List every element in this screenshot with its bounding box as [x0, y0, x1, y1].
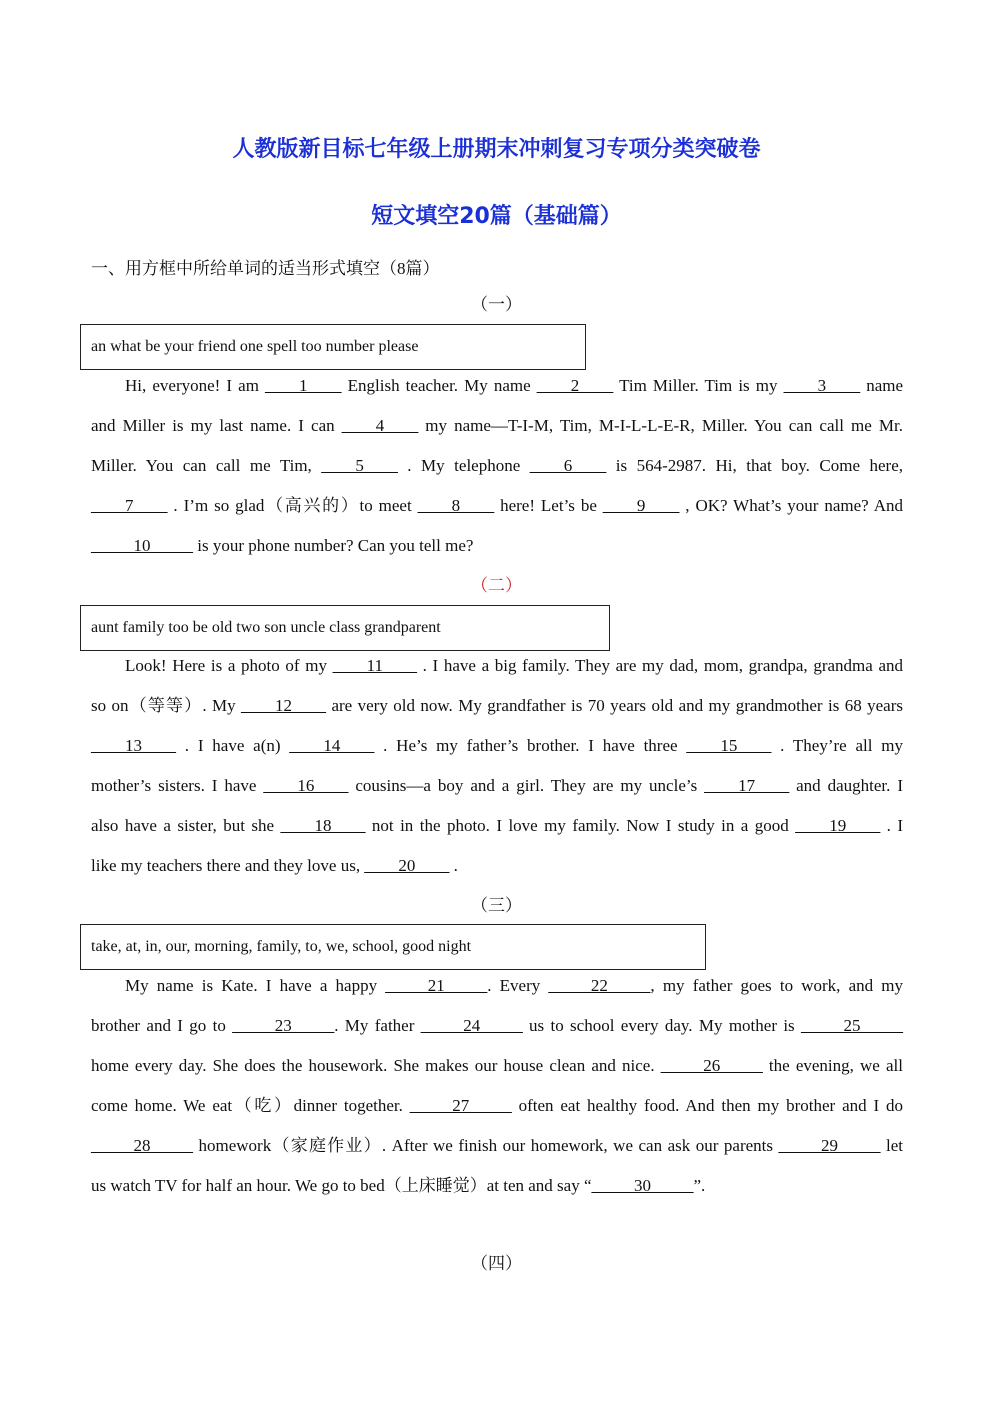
section-3-heading: （三）: [471, 896, 522, 915]
blank-12: ____12____: [241, 696, 327, 715]
passage-line: so on（等等）. My ____12____ are very old now. My grandfather is 70 years old and my grandmother is 68 years: [91, 696, 903, 715]
blank-29: _____29_____: [778, 1136, 881, 1155]
blank-20: ____20____: [364, 856, 450, 875]
blank-10: _____10_____: [91, 536, 193, 555]
section-2-word-box: aunt family too be old two son uncle class grandparent: [80, 605, 610, 651]
blank-14: ____14____: [289, 736, 375, 755]
passage-line: also have a sister, but she ____18____ not in the photo. I love my family. Now I study in a good ____19____ . I: [91, 816, 904, 835]
blank-26: _____26_____: [660, 1056, 763, 1075]
passage-line: ____7____ . I’m so glad（高兴的）to meet ____8____ here! Let’s be ____9____ , OK? What’s your name? And: [91, 496, 903, 515]
blank-9: ____9____: [602, 496, 680, 515]
passage-line: home every day. She does the housework. She makes our house clean and nice. _____26_____ the evening, we all: [91, 1056, 903, 1075]
blank-25: _____25_____: [801, 1016, 903, 1035]
blank-17: ____17____: [704, 776, 790, 795]
document-title: 人教版新目标七年级上册期末冲刺复习专项分类突破卷: [232, 137, 761, 162]
passage-line: and Miller is my last name. I can ____4____ my name—T-I-M, Tim, M-I-L-L-E-R, Miller. You can call me Mr.: [91, 416, 903, 435]
section-1-heading: （一）: [471, 295, 522, 314]
section-2-passage: [91, 646, 903, 886]
passage-line: _____10_____ is your phone number? Can you tell me?: [91, 536, 474, 555]
passage-line: us watch TV for half an hour. We go to bed（上床睡觉）at ten and say “_____30_____”.: [91, 1176, 706, 1195]
passage-line: mother’s sisters. I have ____16____ cousins—a boy and a girl. They are my uncle’s ____17____ and daughter. I: [91, 776, 903, 795]
blank-27: _____27_____: [409, 1096, 512, 1115]
passage-line: Hi, everyone! I am ____1____ English teacher. My name ____2____ Tim Miller. Tim is my ____3____ name: [125, 376, 904, 395]
blank-24: _____24_____: [420, 1016, 523, 1035]
section-3-passage: [91, 966, 903, 1206]
blank-22: _____22_____: [548, 976, 651, 995]
blank-8: ____8____: [417, 496, 495, 515]
blank-3: ____3____: [783, 376, 861, 395]
blank-16: ____16____: [263, 776, 349, 795]
passage-line: come home. We eat（吃）dinner together. _____27_____ often eat healthy food. And then my brother and I do: [91, 1096, 903, 1115]
blank-5: ____5____: [321, 456, 398, 475]
blank-23: _____23_____: [232, 1016, 335, 1035]
section-1-passage: [91, 366, 903, 566]
blank-13: ____13____: [91, 736, 176, 755]
passage-line: ____13____ . I have a(n) ____14____ . He’s my father’s brother. I have three ____15____ . They’re all my: [91, 736, 903, 755]
blank-19: ____19____: [795, 816, 881, 835]
blank-1: ____1____: [265, 376, 342, 395]
passage-line: like my teachers there and they love us, ____20____ .: [91, 856, 458, 875]
passage-line: brother and I go to _____23_____. My father _____24_____ us to school every day. My mother is _____25_____: [91, 1016, 903, 1035]
blank-30: _____30_____: [591, 1176, 694, 1195]
section-2-heading: （二）: [471, 576, 522, 595]
blank-11: ____11____: [332, 656, 417, 675]
blank-7: ____7____: [91, 496, 168, 515]
section-4-heading: （四）: [471, 1254, 522, 1273]
blank-21: _____21_____: [385, 976, 488, 995]
section-3-word-box: take, at, in, our, morning, family, to, we, school, good night: [80, 924, 706, 970]
blank-6: ____6____: [529, 456, 607, 475]
passage-line: Look! Here is a photo of my ____11____ . I have a big family. They are my dad, mom, grandpa, grandma and: [125, 656, 903, 675]
document-subtitle: 短文填空20篇（基础篇）: [371, 204, 622, 229]
section-instruction: 一、用方框中所给单词的适当形式填空（8篇）: [91, 259, 440, 278]
blank-28: _____28_____: [91, 1136, 193, 1155]
passage-line: My name is Kate. I have a happy _____21_____. Every _____22_____, my father goes to work, and my: [125, 976, 904, 995]
section-1-word-box: an what be your friend one spell too number please: [80, 324, 586, 370]
passage-line: Miller. You can call me Tim, ____5____ . My telephone ____6____ is 564-2987. Hi, that boy. Come here,: [91, 456, 903, 475]
blank-18: ____18____: [280, 816, 366, 835]
blank-15: ____15____: [686, 736, 772, 755]
passage-line: _____28_____ homework（家庭作业）. After we finish our homework, we can ask our parents _____29_____ let: [91, 1136, 903, 1155]
blank-2: ____2____: [536, 376, 614, 395]
blank-4: ____4____: [341, 416, 419, 435]
